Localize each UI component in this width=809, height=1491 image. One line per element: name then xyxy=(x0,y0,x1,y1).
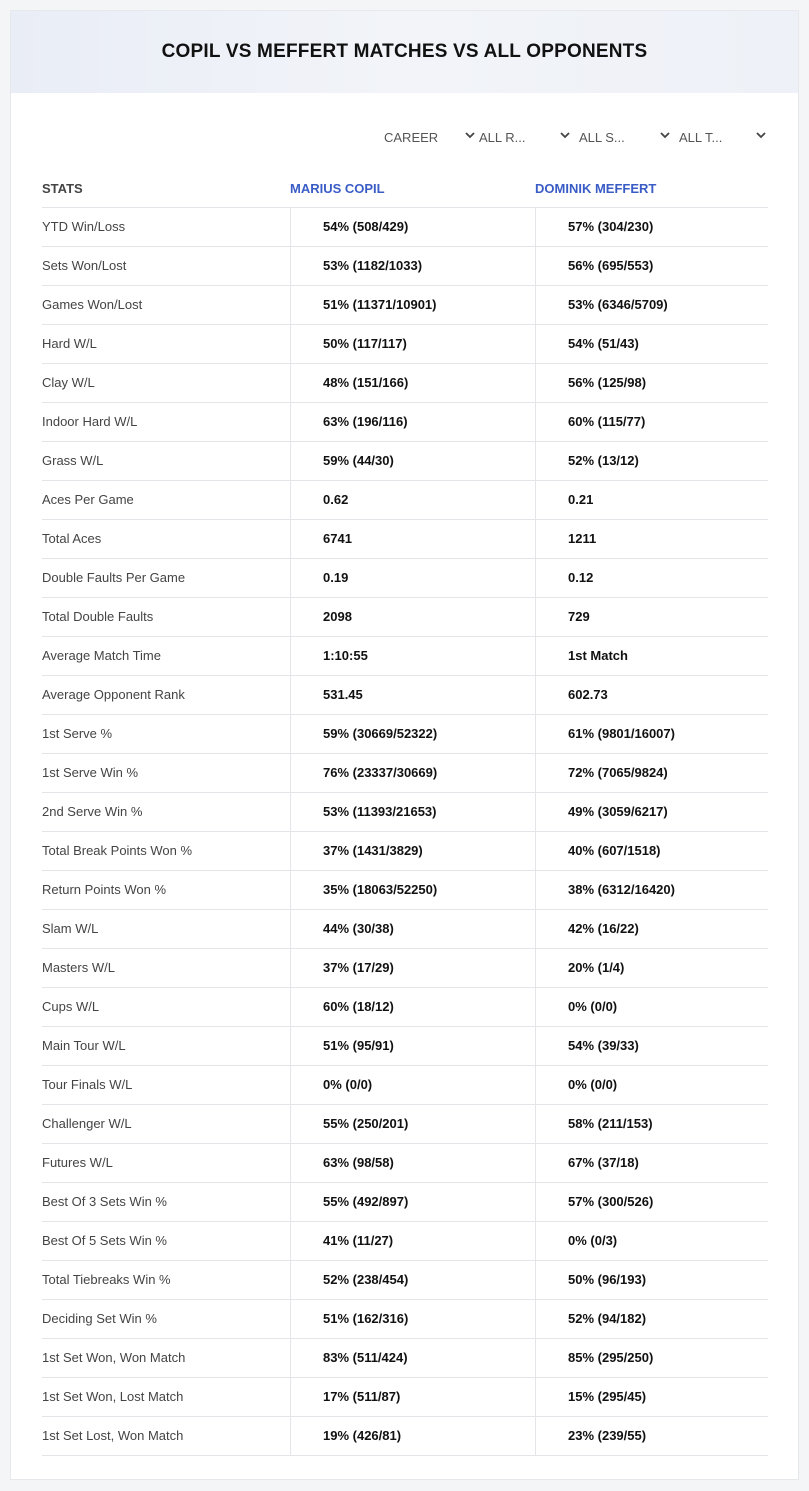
player2-value: 58% (211/153) xyxy=(568,1116,653,1131)
table-row xyxy=(42,988,768,1027)
table-row xyxy=(42,208,768,247)
table-row xyxy=(42,1300,768,1339)
player1-cell xyxy=(290,988,536,1026)
stat-label: 1st Serve Win % xyxy=(42,765,139,780)
stats-card xyxy=(10,10,799,1480)
player1-cell xyxy=(290,1222,536,1260)
player2-value: 1st Match xyxy=(568,648,628,663)
table-row xyxy=(42,793,768,832)
player2-cell xyxy=(535,949,769,987)
table-row xyxy=(42,481,768,520)
player1-cell xyxy=(290,559,536,597)
player1-value: 6741 xyxy=(323,531,352,546)
player2-cell xyxy=(535,637,769,675)
player1-value: 53% (1182/1033) xyxy=(323,258,423,273)
player2-value: 602.73 xyxy=(568,687,608,702)
player1-value: 54% (508/429) xyxy=(323,219,409,234)
player2-cell xyxy=(535,1261,769,1299)
player1-cell xyxy=(290,481,536,519)
filter-period-label: CAREER xyxy=(384,129,439,145)
player1-cell xyxy=(290,364,536,402)
table-row xyxy=(42,949,768,988)
table-row xyxy=(42,1144,768,1183)
player2-cell xyxy=(535,1300,769,1338)
table-row xyxy=(42,1417,768,1456)
player2-value: 53% (6346/5709) xyxy=(568,297,668,312)
filter-bar xyxy=(381,127,771,147)
player1-value: 51% (162/316) xyxy=(323,1311,409,1326)
filter-tournament-select[interactable] xyxy=(679,127,769,147)
player1-cell xyxy=(290,442,536,480)
table-row xyxy=(42,1183,768,1222)
player2-value: 0% (0/3) xyxy=(568,1233,618,1248)
stat-label: Average Opponent Rank xyxy=(42,687,185,702)
player1-cell xyxy=(290,949,536,987)
stat-label: Challenger W/L xyxy=(42,1116,132,1131)
player1-cell xyxy=(290,1417,536,1455)
player1-cell xyxy=(290,715,536,753)
player2-value: 85% (295/250) xyxy=(568,1350,654,1365)
page-title: COPIL VS MEFFERT MATCHES VS ALL OPPONENTS xyxy=(161,41,648,62)
stat-label: Tour Finals W/L xyxy=(42,1077,133,1092)
stat-label: Total Tiebreaks Win % xyxy=(42,1272,171,1287)
player2-value: 50% (96/193) xyxy=(568,1272,647,1287)
player2-link[interactable]: DOMINIK MEFFERT xyxy=(535,181,657,196)
player2-value: 49% (3059/6217) xyxy=(568,804,668,819)
player1-value: 19% (426/81) xyxy=(323,1428,402,1443)
player1-value: 0.62 xyxy=(323,492,349,507)
table-row xyxy=(42,1066,768,1105)
player1-cell xyxy=(290,871,536,909)
stat-label: Total Double Faults xyxy=(42,609,154,624)
player1-value: 48% (151/166) xyxy=(323,375,409,390)
player2-value: 38% (6312/16420) xyxy=(568,882,675,897)
player2-cell xyxy=(535,1417,769,1455)
player2-value: 56% (125/98) xyxy=(568,375,647,390)
table-header xyxy=(42,171,768,207)
stat-label: Sets Won/Lost xyxy=(42,258,127,273)
player2-value: 0% (0/0) xyxy=(568,999,618,1014)
player2-cell xyxy=(535,871,769,909)
stat-label: 1st Set Won, Won Match xyxy=(42,1350,186,1365)
player2-cell xyxy=(535,325,769,363)
stat-label: Best Of 3 Sets Win % xyxy=(42,1194,167,1209)
player1-cell xyxy=(290,1300,536,1338)
stat-label: Indoor Hard W/L xyxy=(42,414,138,429)
player1-value: 51% (95/91) xyxy=(323,1038,394,1053)
player2-cell xyxy=(535,520,769,558)
player1-cell xyxy=(290,598,536,636)
player2-cell xyxy=(535,1378,769,1416)
player1-value: 0% (0/0) xyxy=(323,1077,373,1092)
player1-value: 63% (98/58) xyxy=(323,1155,394,1170)
stat-label: Return Points Won % xyxy=(42,882,167,897)
table-row xyxy=(42,442,768,481)
player2-value: 15% (295/45) xyxy=(568,1389,647,1404)
stat-label: Main Tour W/L xyxy=(42,1038,126,1053)
player2-cell xyxy=(535,247,769,285)
player2-cell xyxy=(535,1222,769,1260)
stat-label: Total Aces xyxy=(42,531,102,546)
player1-value: 83% (511/424) xyxy=(323,1350,408,1365)
table-row xyxy=(42,325,768,364)
table-row xyxy=(42,637,768,676)
player2-cell xyxy=(535,832,769,870)
player1-cell xyxy=(290,1066,536,1104)
filter-rounds-label: ALL R... xyxy=(479,129,526,145)
table-row xyxy=(42,364,768,403)
player2-value: 60% (115/77) xyxy=(568,414,646,429)
player1-value: 37% (17/29) xyxy=(323,960,394,975)
stat-label: Hard W/L xyxy=(42,336,97,351)
stat-label: Games Won/Lost xyxy=(42,297,143,312)
player1-value: 35% (18063/52250) xyxy=(323,882,438,897)
chevron-down-icon xyxy=(464,129,476,141)
table-row xyxy=(42,598,768,637)
filter-rounds-select[interactable] xyxy=(479,127,569,147)
stat-label: Total Break Points Won % xyxy=(42,843,193,858)
player2-value: 56% (695/553) xyxy=(568,258,654,273)
player2-cell xyxy=(535,598,769,636)
player1-cell xyxy=(290,754,536,792)
player2-cell xyxy=(535,208,769,246)
player2-value: 0.21 xyxy=(568,492,594,507)
player1-value: 0.19 xyxy=(323,570,349,585)
stat-label: Best Of 5 Sets Win % xyxy=(42,1233,167,1248)
table-row xyxy=(42,910,768,949)
stat-label: Slam W/L xyxy=(42,921,99,936)
table-row xyxy=(42,559,768,598)
stat-label: Futures W/L xyxy=(42,1155,113,1170)
player1-cell xyxy=(290,793,536,831)
player2-value: 57% (304/230) xyxy=(568,219,654,234)
player1-cell xyxy=(290,1339,536,1377)
stat-label: 2nd Serve Win % xyxy=(42,804,143,819)
stats-table-body xyxy=(42,207,768,1456)
player2-value: 54% (51/43) xyxy=(568,336,639,351)
stat-label: YTD Win/Loss xyxy=(42,219,126,234)
player2-value: 23% (239/55) xyxy=(568,1428,647,1443)
player1-value: 41% (11/27) xyxy=(323,1233,394,1248)
chevron-down-icon xyxy=(659,129,671,141)
player1-cell xyxy=(290,403,536,441)
player2-cell xyxy=(535,559,769,597)
player1-cell xyxy=(290,520,536,558)
player2-value: 40% (607/1518) xyxy=(568,843,661,858)
player1-cell xyxy=(290,676,536,714)
player2-value: 20% (1/4) xyxy=(568,960,625,975)
table-row xyxy=(42,1222,768,1261)
stat-label: Cups W/L xyxy=(42,999,100,1014)
player2-value: 1211 xyxy=(568,531,597,546)
player2-cell xyxy=(535,1144,769,1182)
player1-value: 59% (44/30) xyxy=(323,453,394,468)
player1-value: 50% (117/117) xyxy=(323,336,407,351)
player1-cell xyxy=(290,1105,536,1143)
player1-value: 51% (11371/10901) xyxy=(323,297,437,312)
player1-value: 44% (30/38) xyxy=(323,921,394,936)
player2-cell xyxy=(535,364,769,402)
player2-value: 0.12 xyxy=(568,570,594,585)
player2-cell xyxy=(535,754,769,792)
table-row xyxy=(42,1105,768,1144)
player1-value: 531.45 xyxy=(323,687,363,702)
table-row xyxy=(42,676,768,715)
table-row xyxy=(42,247,768,286)
player2-value: 52% (94/182) xyxy=(568,1311,647,1326)
card-header xyxy=(11,11,798,93)
player2-cell xyxy=(535,1066,769,1104)
player2-cell xyxy=(535,676,769,714)
player2-cell xyxy=(535,481,769,519)
table-row xyxy=(42,286,768,325)
player2-cell xyxy=(535,403,769,441)
table-row xyxy=(42,754,768,793)
player1-value: 2098 xyxy=(323,609,352,624)
table-row xyxy=(42,1261,768,1300)
player2-cell xyxy=(535,286,769,324)
player1-cell xyxy=(290,325,536,363)
filter-surface-select[interactable] xyxy=(579,127,669,147)
stat-label: Clay W/L xyxy=(42,375,95,390)
stat-label: Masters W/L xyxy=(42,960,115,975)
player2-cell xyxy=(535,1183,769,1221)
stat-label: Average Match Time xyxy=(42,648,161,663)
player1-value: 59% (30669/52322) xyxy=(323,726,438,741)
stat-label: Deciding Set Win % xyxy=(42,1311,157,1326)
player2-cell xyxy=(535,442,769,480)
player1-value: 55% (492/897) xyxy=(323,1194,409,1209)
player2-value: 42% (16/22) xyxy=(568,921,639,936)
filter-surface-label: ALL S... xyxy=(579,129,625,145)
table-row xyxy=(42,871,768,910)
chevron-down-icon xyxy=(559,129,571,141)
player1-value: 53% (11393/21653) xyxy=(323,804,437,819)
chevron-down-icon xyxy=(755,129,767,141)
player1-cell xyxy=(290,286,536,324)
table-row xyxy=(42,1378,768,1417)
player2-value: 54% (39/33) xyxy=(568,1038,639,1053)
player2-value: 729 xyxy=(568,609,590,624)
player1-cell xyxy=(290,1144,536,1182)
player1-value: 17% (511/87) xyxy=(323,1389,401,1404)
player2-value: 72% (7065/9824) xyxy=(568,765,668,780)
player2-cell xyxy=(535,715,769,753)
player1-cell xyxy=(290,637,536,675)
player2-cell xyxy=(535,988,769,1026)
stat-label: Grass W/L xyxy=(42,453,104,468)
player1-value: 1:10:55 xyxy=(323,648,368,663)
stat-label: 1st Set Lost, Won Match xyxy=(42,1428,184,1443)
player2-cell xyxy=(535,1339,769,1377)
player1-cell xyxy=(290,1027,536,1065)
player1-link[interactable]: MARIUS COPIL xyxy=(290,181,385,196)
table-row xyxy=(42,520,768,559)
player1-cell xyxy=(290,1183,536,1221)
filter-period-select[interactable] xyxy=(384,127,474,147)
table-row xyxy=(42,832,768,871)
player1-value: 52% (238/454) xyxy=(323,1272,409,1287)
player2-value: 57% (300/526) xyxy=(568,1194,654,1209)
player1-cell xyxy=(290,910,536,948)
stat-label: 1st Set Won, Lost Match xyxy=(42,1389,184,1404)
player1-value: 37% (1431/3829) xyxy=(323,843,423,858)
player1-cell xyxy=(290,1261,536,1299)
player1-cell xyxy=(290,832,536,870)
table-row xyxy=(42,1339,768,1378)
player2-cell xyxy=(535,910,769,948)
player1-value: 55% (250/201) xyxy=(323,1116,409,1131)
table-row xyxy=(42,1027,768,1066)
player1-cell xyxy=(290,208,536,246)
player1-cell xyxy=(290,1378,536,1416)
player2-cell xyxy=(535,1027,769,1065)
player1-value: 63% (196/116) xyxy=(323,414,408,429)
player1-value: 60% (18/12) xyxy=(323,999,394,1014)
player2-value: 52% (13/12) xyxy=(568,453,639,468)
column-header-stats: STATS xyxy=(42,181,83,196)
stat-label: Double Faults Per Game xyxy=(42,570,186,585)
filter-tournament-label: ALL T... xyxy=(679,129,723,145)
stat-label: Aces Per Game xyxy=(42,492,134,507)
player1-cell xyxy=(290,247,536,285)
table-row xyxy=(42,715,768,754)
player2-value: 0% (0/0) xyxy=(568,1077,618,1092)
table-row xyxy=(42,403,768,442)
player1-value: 76% (23337/30669) xyxy=(323,765,438,780)
player2-value: 67% (37/18) xyxy=(568,1155,639,1170)
player2-value: 61% (9801/16007) xyxy=(568,726,675,741)
stat-label: 1st Serve % xyxy=(42,726,113,741)
player2-cell xyxy=(535,793,769,831)
player2-cell xyxy=(535,1105,769,1143)
